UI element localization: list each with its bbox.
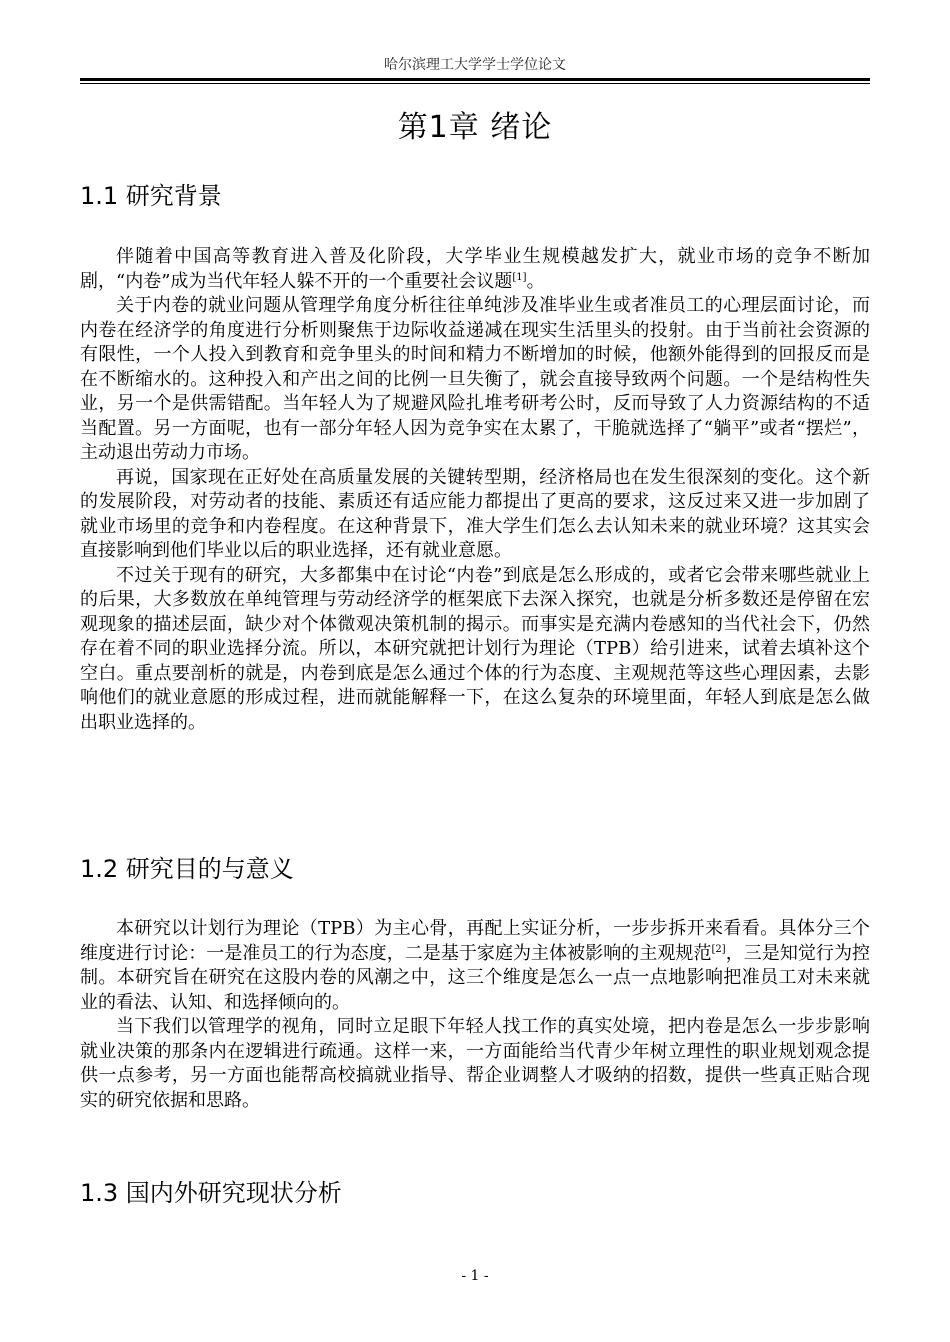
- section-1-1-body: [80, 245, 870, 735]
- page-number: - 1 -: [461, 1268, 489, 1284]
- paragraph-text: 本研究以计划行为理论（TPB）为主心骨，再配上实证分析，一步步拆开来看看。具体分三个维度进行讨论：一是准员工的行为态度，二是基于家庭为主体被影响的主观规范: [80, 918, 870, 964]
- header-rule-thin: [80, 83, 870, 84]
- header-rule-thick: [80, 78, 870, 81]
- citation-marker: [1]: [512, 271, 527, 283]
- section-heading-1-1: 1.1 研究背景: [80, 182, 222, 210]
- paragraph: [80, 917, 870, 1015]
- paragraph-text: 伴随着中国高等教育进入普及化阶段，大学毕业生规模越发扩大，就业市场的竞争不断加剧，“内卷”成为当代年轻人躲不开的一个重要社会议题: [80, 246, 870, 292]
- section-1-2-body: [80, 917, 870, 1113]
- section-heading-1-2: 1.2 研究目的与意义: [80, 855, 294, 883]
- paragraph: 当下我们以管理学的视角，同时立足眼下年轻人找工作的真实处境，把内卷是怎么一步步影响就业决策的那条内在逻辑进行疏通。这样一来，一方面能给当代青少年树立理性的职业规划观念提供一点参考，另一方面也能帮高校搞就业指导、帮企业调整人才吸纳的招数，提供一些真正贴合现实的研究依据和思路。: [80, 1016, 870, 1111]
- chapter-title: 第1章 绪论: [397, 110, 553, 145]
- paragraph-tail: ，三是知觉行为控制。本研究旨在研究在这股内卷的风潮之中，这三个维度是怎么一点一点地影响把准员工对未来就业的看法、认知、和选择倾向的。: [80, 942, 870, 1013]
- running-header: 哈尔滨理工大学学士学位论文: [384, 57, 566, 73]
- paragraph: [80, 245, 870, 294]
- paragraph: 关于内卷的就业问题从管理学角度分析往往单纯涉及准毕业生或者准员工的心理层面讨论，而内卷在经济学的角度进行分析则聚焦于边际收益递减在现实生活里头的投射。由于当前社会资源的有限性，一个人投入到教育和竞争里头的时间和精力不断增加的时候，他额外能得到的回报反而是在不断缩水的。这种投入和产出之间的比例一旦失衡了，就会直接导致两个问题。一个是结构性失业，另一个是供需错配。当年轻人为了规避风险扎堆考研考公时，反而导致了人力资源结构的不适当配置。另一方面呢，也有一部分年轻人因为竞争实在太累了，干脆就选择了“躺平”或者“摆烂”，主动退出劳动力市场。: [80, 295, 870, 463]
- paragraph: 再说，国家现在正好处在高质量发展的关键转型期，经济格局也在发生很深刻的变化。这个新的发展阶段，对劳动者的技能、素质还有适应能力都提出了更高的要求，这反过来又进一步加剧了就业市场里的竞争和内卷程度。在这种背景下，准大学生们怎么去认知未来的就业环境？这其实会直接影响到他们毕业以后的职业选择，还有就业意愿。: [80, 466, 870, 561]
- paragraph-tail: 。: [526, 270, 545, 292]
- section-heading-1-3: 1.3 国内外研究现状分析: [80, 1179, 342, 1207]
- paragraph: 不过关于现有的研究，大多都集中在讨论“内卷”到底是怎么形成的，或者它会带来哪些就业上的后果，大多数放在单纯管理与劳动经济学的框架底下去深入探究，也就是分析多数还是停留在宏观现象的描述层面，缺少对个体微观决策机制的揭示。而事实是充满内卷感知的当代社会下，仍然存在着不同的职业选择分流。所以，本研究就把计划行为理论（TPB）给引进来，试着去填补这个空白。重点要剖析的就是，内卷到底是怎么通过个体的行为态度、主观规范等这些心理因素，去影响他们的就业意愿的形成过程，进而就能解释一下，在这么复杂的环境里面，年轻人到底是怎么做出职业选择的。: [80, 564, 870, 733]
- citation-marker: [2]: [711, 943, 726, 955]
